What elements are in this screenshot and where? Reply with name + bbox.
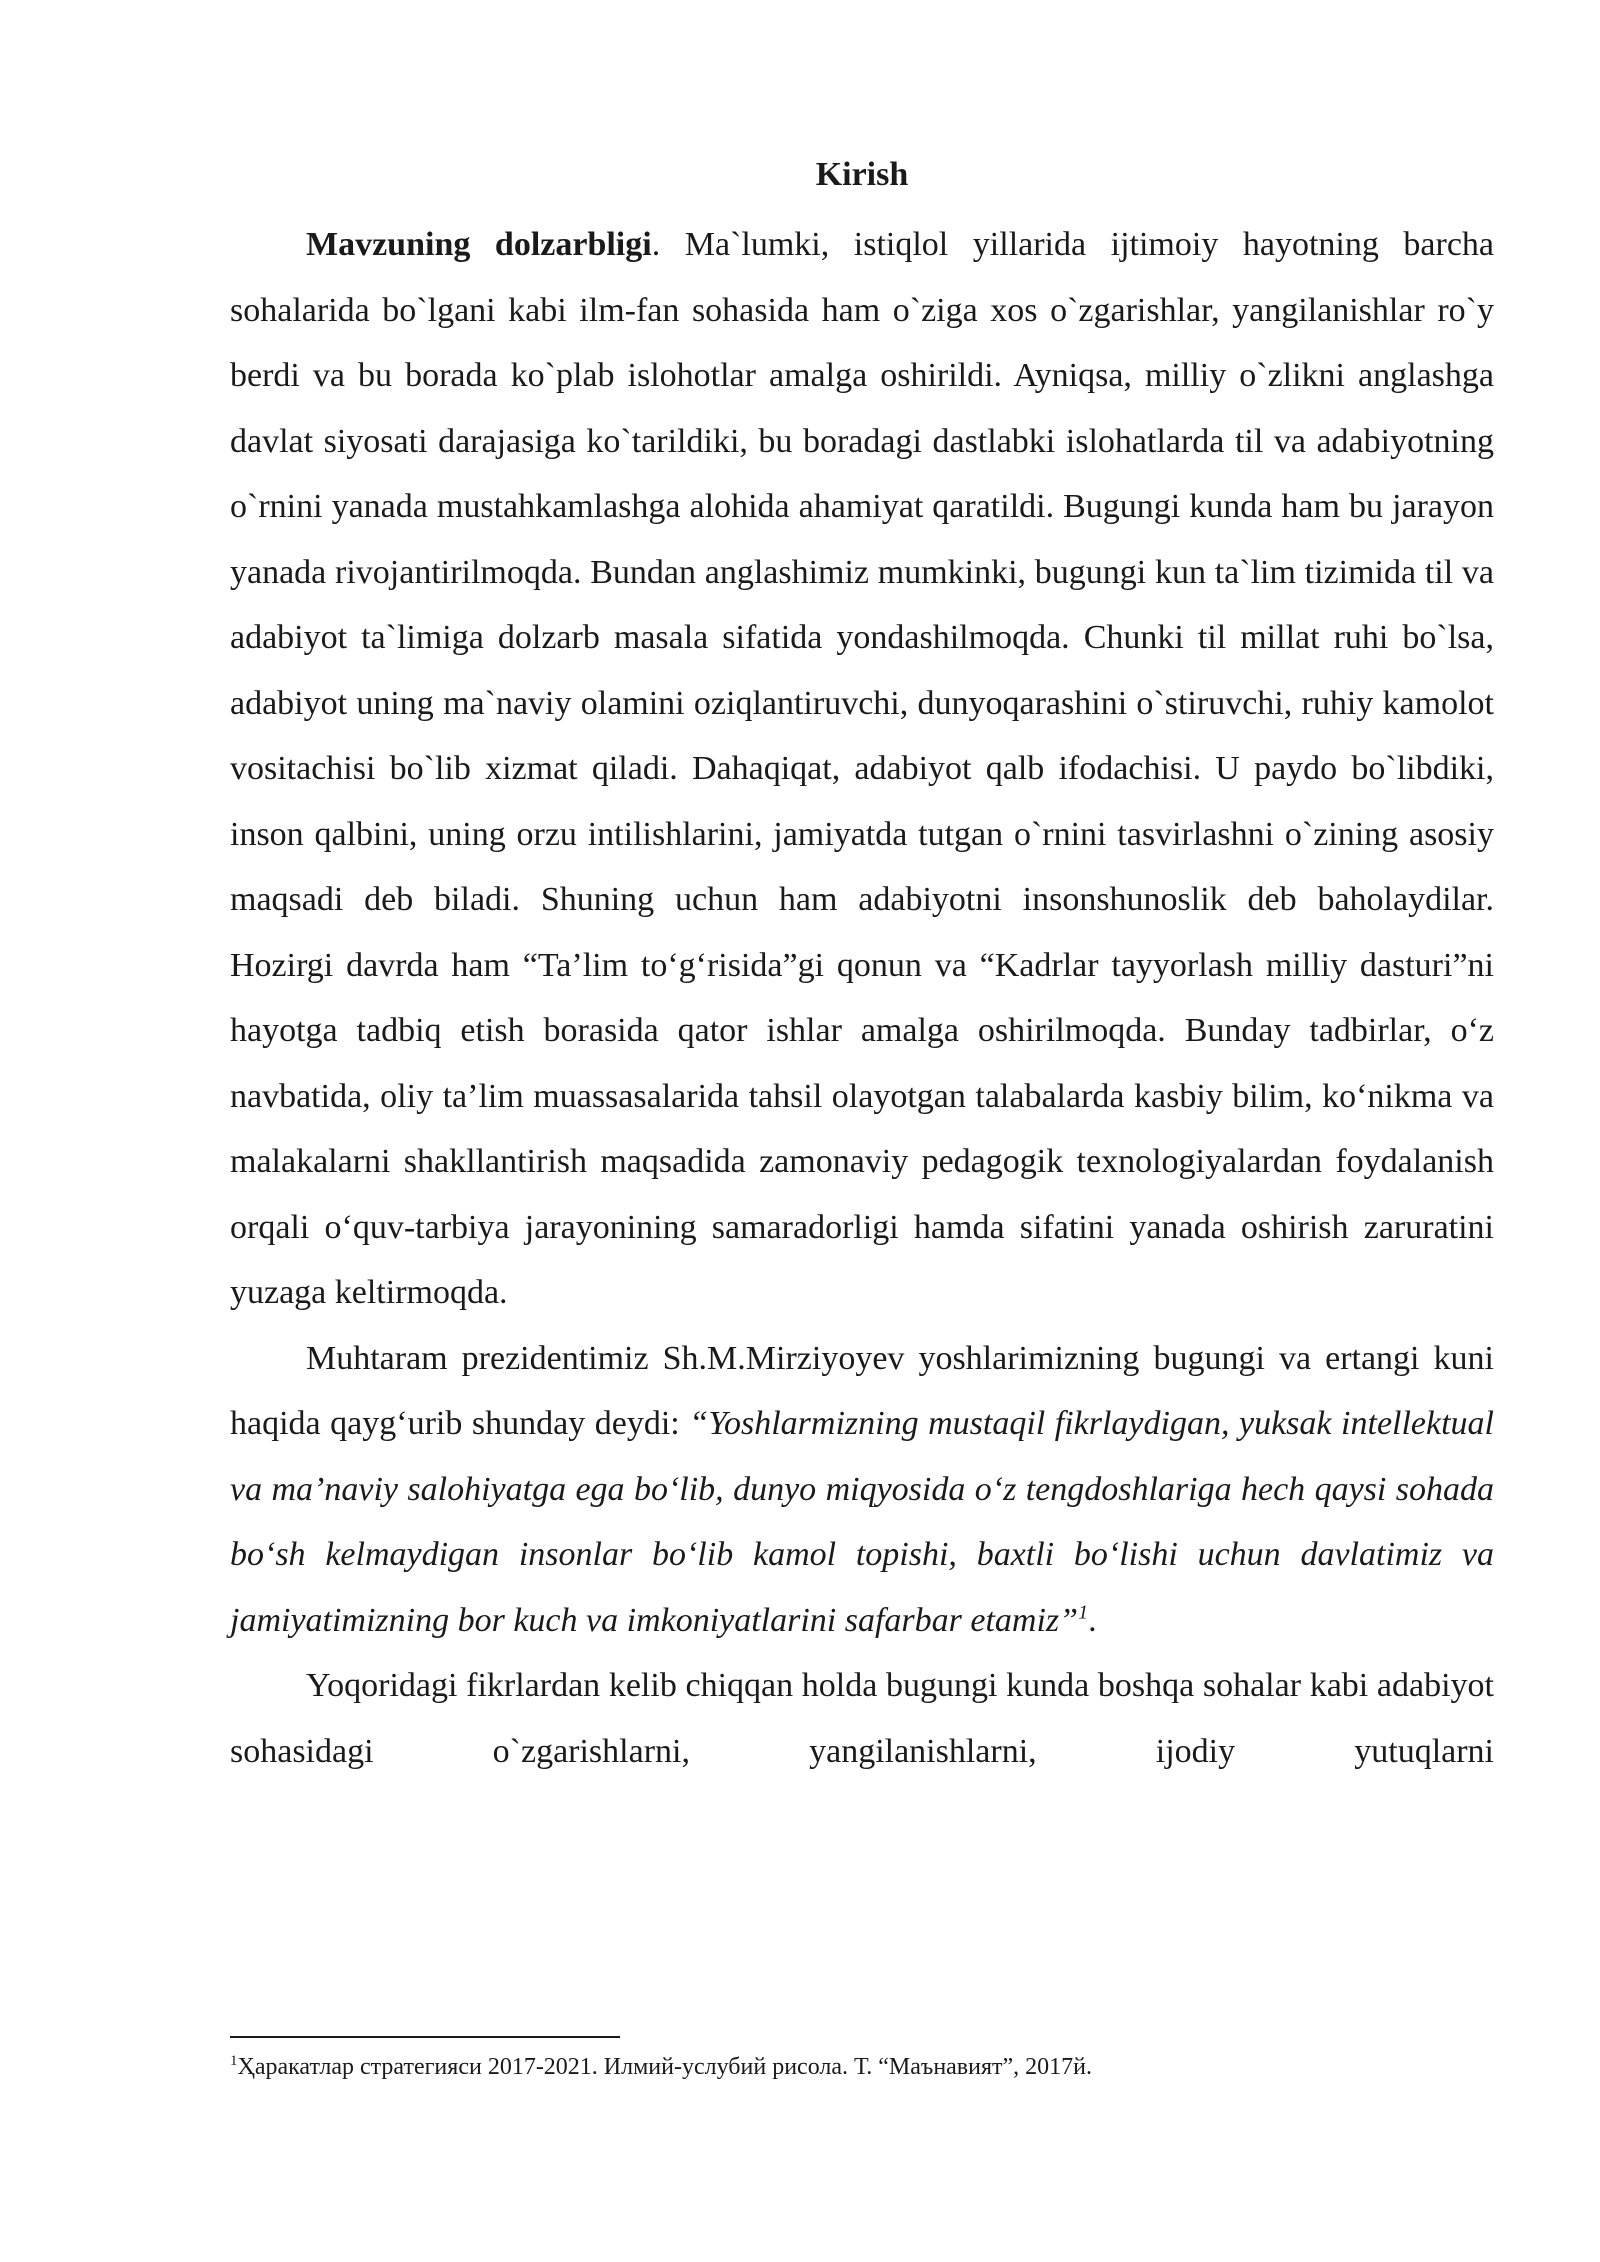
paragraph-lead: Mavzuning dolzarbligi xyxy=(306,226,652,263)
footnote-marker: 1 xyxy=(230,2053,238,2069)
page-title: Kirish xyxy=(815,156,909,193)
paragraph-president-quote xyxy=(230,1326,1494,1654)
footnote-separator xyxy=(230,2036,620,2038)
paragraph-text: Yoqoridagi fikrlardan kelib chiqqan holda bugungi kunda boshqa sohalar kabi adabiyot sohasidagi o`zgarishlarni, yangilanishlarni, ijodiy yutuqlarni xyxy=(230,1667,1494,1770)
paragraph-text: . Ma`lumki, istiqlol yillarida ijtimoiy hayotning barcha sohalarida bo`lgani kabi ilm-fan sohasida ham o`ziga xos o`zgarishlar, yangilanishlar ro`y berdi va bu borada ko`plab islohotlar amalga oshirildi. Ayniqsa, milliy o`zlikni anglashga davlat siyosati darajasiga ko`tarildiki, bu boradagi dastlabki islohatlarda til va adabiyotning o`rnini yanada mustahkamlashga alohida ahamiyat qaratildi. Bugungi kunda ham bu jarayon yanada rivojantirilmoqda. Bundan anglashimiz mumkinki, bugungi kun ta`lim tizimida til va adabiyot ta`limiga dolzarb masala sifatida yondashilmoqda. Chunki til millat ruhi bo`lsa, adabiyot uning ma`naviy olamini oziqlantiruvchi, dunyoqarashini o`stiruvchi, ruhiy kamolot vositachisi bo`lib xizmat qiladi. Dahaqiqat, adabiyot qalb ifodachisi. U paydo bo`libdiki, inson qalbini, uning orzu intilishlarini, jamiyatda tutgan o`rnini tasvirlashni o`zining asosiy maqsadi deb biladi. Shuning uchun ham adabiyotni insonshunoslik deb baholaydilar. Hozirgi davrda ham “Ta’lim to‘g‘risida”gi qonun va “Kadrlar tayyorlash milliy dasturi”ni hayotga tadbiq etish borasida qator ishlar amalga oshirilmoqda. Bunday tadbirlar, o‘z navbatida, oliy ta’lim muassasalarida tahsil olayotgan talabalarda kasbiy bilim, ko‘nikma va malakalarni shakllantirish maqsadida zamonaviy pedagogik texnologiyalardan foydalanish orqali o‘quv-tarbiya jarayonining samaradorligi hamda sifatini yanada oshirish zaruratini yuzaga keltirmoqda. xyxy=(230,226,1495,1311)
italic-quote: “Yoshlarmizning mustaqil fikrlaydigan, yuksak intellektual va ma’naviy salohiyatga ega bo‘lib, dunyo miqyosida o‘z tengdoshlariga hech qaysi sohada bo‘sh kelmaydigan insonlar bo‘lib kamol topishi, baxtli bo‘lishi uchun davlatimiz va jamiyatimizning bor kuch va imkoniyatlarini safarbar etamiz” xyxy=(230,1405,1494,1639)
footnote-text: Ҳаракатлар стратегияси 2017-2021. Илмий-услубий рисола. Т. “Маънавият”, 2017й. xyxy=(237,2054,1093,2080)
paragraph-text: Muhtaram prezidentimiz Sh.M.Mirziyoyev yoshlarimizning bugungi va ertangi kuni haqida qayg‘urib shunday deydi: xyxy=(230,1339,1494,1442)
footnote xyxy=(230,2050,1494,2084)
paragraph-relevance xyxy=(230,212,1494,1326)
paragraph-conclusion xyxy=(230,1653,1494,1784)
document-page xyxy=(230,148,1494,1784)
footnote-reference[interactable]: 1 xyxy=(1078,1601,1089,1624)
paragraph-end: . xyxy=(1088,1601,1097,1639)
